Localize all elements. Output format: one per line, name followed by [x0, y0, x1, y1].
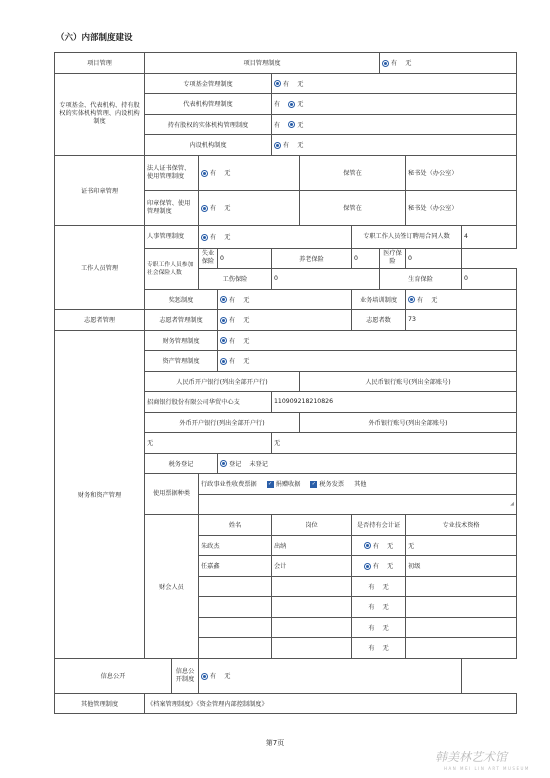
acct-qual[interactable] [406, 576, 517, 597]
medical-value: 0 [406, 248, 462, 269]
row-label-other: 其他管理制度 [55, 693, 145, 714]
stamp-keeper-label: 保管在 [300, 190, 406, 225]
training-rule-label: 业务培训制度 [352, 289, 406, 310]
radio-yes-icon[interactable] [201, 205, 208, 212]
acct-post[interactable] [272, 597, 352, 618]
radio-no-icon[interactable] [288, 121, 295, 128]
rmb-account-value[interactable]: 110909218210826 [272, 392, 517, 413]
acct-name[interactable] [199, 597, 272, 618]
insured-count-label: 专职工作人员参加社会保险人数 [145, 248, 199, 289]
fx-bank-label: 外币开户银行(列出全部开户行) [145, 412, 300, 433]
equity-entity-choice[interactable]: 有 无 [272, 114, 517, 135]
acct-name[interactable] [199, 638, 272, 659]
radio-yes-icon[interactable] [201, 673, 208, 680]
stamp-rule-choice[interactable]: 有 无 [199, 190, 300, 225]
rmb-bank-label: 人民币开户银行(列出全部开户行) [145, 371, 300, 392]
rep-office-label: 代表机构管理制度 [145, 94, 272, 115]
page-number: 第7页 [265, 739, 285, 747]
volunteer-rule-choice[interactable]: 有 无 [218, 310, 352, 331]
acct-post[interactable] [272, 638, 352, 659]
row-label-project: 项目管理 [55, 53, 145, 74]
pension-label: 养老保险 [272, 248, 352, 269]
finance-rule-choice[interactable]: 有 无 [218, 330, 517, 351]
reward-rule-choice[interactable]: 有 无 [218, 289, 352, 310]
medical-label: 医疗保险 [380, 248, 406, 269]
acct-cert-choice[interactable]: 有 无 [352, 617, 406, 638]
injury-label: 工伤保险 [199, 269, 272, 290]
training-rule-choice[interactable]: 有 无 [406, 289, 517, 310]
asset-rule-choice[interactable]: 有 无 [218, 351, 517, 372]
acct-name[interactable] [199, 617, 272, 638]
radio-yes-icon[interactable] [274, 80, 281, 87]
radio-registered-icon[interactable] [220, 460, 227, 467]
section-title: （六）内部制度建设 [56, 33, 133, 43]
volunteer-rule-label: 志愿者管理制度 [145, 310, 218, 331]
rep-office-choice[interactable]: 有 无 [272, 94, 517, 115]
fx-bank-value[interactable]: 无 [145, 433, 272, 454]
radio-yes-icon[interactable] [220, 296, 227, 303]
unemploy-label: 失业保险 [199, 248, 218, 269]
acct-post[interactable]: 出纳 [272, 535, 352, 556]
acct-col-post: 岗位 [272, 515, 352, 536]
cert-keeper-value: 秘书处（办公室） [406, 155, 517, 190]
fx-account-value[interactable]: 无 [272, 433, 517, 454]
internal-system-table [54, 52, 517, 714]
acct-cert-choice[interactable]: 有 无 [352, 597, 406, 618]
project-rule-label: 项目管理制度 [145, 53, 380, 74]
acct-qual[interactable]: 无 [406, 535, 517, 556]
row-label-seal: 证书印章管理 [55, 155, 145, 225]
cert-rule-label: 法人证书保管、使用管理制度 [145, 155, 199, 190]
radio-yes-icon[interactable] [201, 170, 208, 177]
bill-other-field[interactable] [199, 494, 517, 515]
acct-post[interactable] [272, 617, 352, 638]
special-fund-choice[interactable]: 有 无 [272, 73, 517, 94]
radio-yes-icon[interactable] [220, 358, 227, 365]
checkbox-checked-icon[interactable]: ✓ [311, 480, 316, 487]
acct-cert-choice[interactable]: 有 无 [352, 576, 406, 597]
rmb-account-label: 人民币银行账号(列出全部账号) [300, 371, 517, 392]
bill-option-admin: 行政事业性收费票据 [201, 481, 257, 489]
project-rule-choice[interactable]: 有 无 [380, 53, 517, 74]
accountant-label: 财会人员 [145, 515, 199, 659]
stamp-keeper-value: 秘书处（办公室） [406, 190, 517, 225]
resize-grip-icon[interactable]: ◢ [510, 501, 515, 508]
radio-yes-icon[interactable] [382, 60, 389, 67]
row-label-staff: 工作人员管理 [55, 225, 145, 310]
row-label-special: 专项基金、代表机构、持有股权的实体机构管理、内设机构制度 [55, 73, 145, 155]
museum-watermark-sub: HAN MEI LIN ART MUSEUM [444, 766, 530, 771]
radio-yes-icon[interactable] [408, 296, 415, 303]
bill-option-other: 其他 [354, 481, 367, 489]
hr-rule-choice[interactable]: 有 无 [199, 225, 352, 248]
birth-label: 生育保险 [380, 269, 462, 290]
acct-name[interactable]: 朱政杰 [199, 535, 272, 556]
acct-qual[interactable] [406, 638, 517, 659]
acct-post[interactable]: 会计 [272, 556, 352, 577]
disclosure-label: 信息公开 [55, 658, 172, 693]
bill-type-choices[interactable]: 行政事业性收费票据 ✓ 捐赠收据 ✓ 税务发票 其他 [199, 474, 517, 495]
birth-value: 0 [462, 269, 517, 290]
rmb-bank-value[interactable]: 招商银行股份有限公司华贸中心支 [145, 392, 272, 413]
radio-yes-icon[interactable] [220, 317, 227, 324]
tax-label: 税务登记 [145, 453, 218, 474]
radio-yes-icon[interactable] [274, 142, 281, 149]
row-label-volunteer: 志愿者管理 [55, 310, 145, 331]
special-fund-label: 专项基金管理制度 [145, 73, 272, 94]
contract-count-label: 专职工作人员签订聘用合同人数 [352, 225, 462, 248]
radio-yes-icon[interactable] [220, 337, 227, 344]
acct-col-qual: 专业技术资格 [406, 515, 517, 536]
acct-cert-choice[interactable]: 有 无 [352, 638, 406, 659]
contract-count-value: 4 [462, 225, 517, 248]
internal-org-label: 内设机构制度 [145, 135, 272, 156]
acct-col-cert: 是否持有会计证 [352, 515, 406, 536]
disclosure-rule-choice[interactable]: 有 无 [199, 658, 462, 693]
volunteer-count-value: 73 [406, 310, 517, 331]
acct-qual[interactable] [406, 597, 517, 618]
cert-keeper-label: 保管在 [300, 155, 406, 190]
equity-entity-label: 持有股权的实体机构管理制度 [145, 114, 272, 135]
acct-cert-choice[interactable]: 有 无 [352, 556, 406, 577]
radio-yes-icon[interactable] [364, 542, 371, 549]
stamp-rule-label: 印章保管、使用管理制度 [145, 190, 199, 225]
acct-name[interactable] [199, 576, 272, 597]
finance-rule-label: 财务管理制度 [145, 330, 218, 351]
radio-no-icon[interactable] [288, 101, 295, 108]
internal-org-choice[interactable]: 有 无 [272, 135, 517, 156]
unemploy-value: 0 [218, 248, 272, 269]
acct-qual[interactable]: 初级 [406, 556, 517, 577]
acct-cert-choice[interactable]: 有 无 [352, 535, 406, 556]
injury-value: 0 [272, 269, 380, 290]
radio-yes-icon[interactable] [364, 563, 371, 570]
radio-yes-icon[interactable] [201, 234, 208, 241]
museum-watermark: 韩美林艺术馆 [435, 750, 508, 764]
acct-name[interactable]: 任嘉鑫 [199, 556, 272, 577]
volunteer-count-label: 志愿者数 [352, 310, 406, 331]
asset-rule-label: 资产管理制度 [145, 351, 218, 372]
row-label-finance: 财务和资产管理 [55, 330, 145, 658]
disclosure-rule-label: 信息公开制度 [172, 658, 199, 693]
other-rules-value[interactable]: 《档案管理制度》《资金管理内部控制制度》 [145, 693, 517, 714]
acct-post[interactable] [272, 576, 352, 597]
reward-rule-label: 奖惩制度 [145, 289, 218, 310]
hr-rule-label: 人事管理制度 [145, 225, 199, 248]
bill-type-label: 使用票据种类 [145, 474, 199, 515]
cert-rule-choice[interactable]: 有 无 [199, 155, 300, 190]
acct-col-name: 姓名 [199, 515, 272, 536]
fx-account-label: 外币银行账号(列出全部账号) [300, 412, 517, 433]
acct-qual[interactable] [406, 617, 517, 638]
checkbox-checked-icon[interactable]: ✓ [268, 480, 273, 487]
pension-value: 0 [352, 248, 380, 269]
tax-choice[interactable]: 登记 未登记 [218, 453, 517, 474]
